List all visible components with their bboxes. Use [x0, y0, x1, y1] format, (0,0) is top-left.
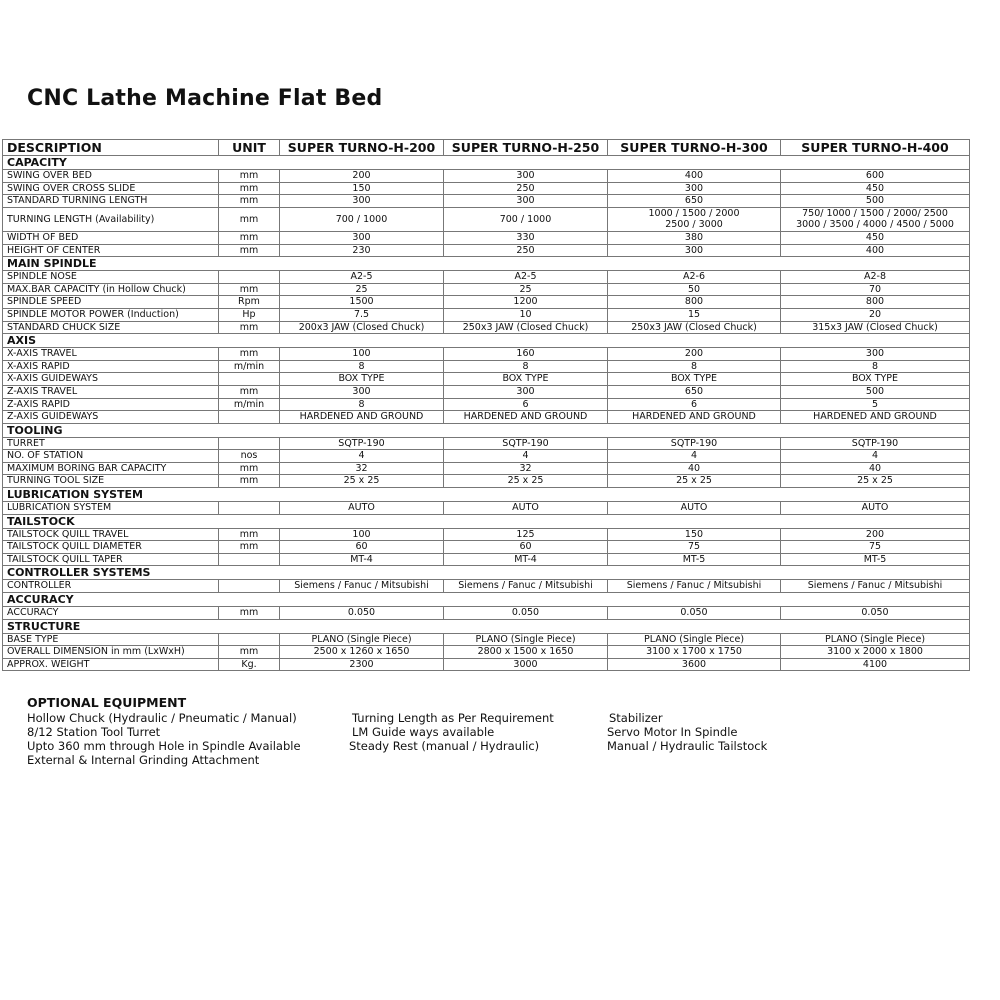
row-value: 0.050	[781, 607, 970, 620]
row-value: 6	[608, 398, 781, 411]
section-row	[3, 619, 970, 633]
row-description: ACCURACY	[3, 607, 219, 620]
optional-equipment-title: OPTIONAL EQUIPMENT	[27, 695, 187, 710]
row-value: 32	[280, 462, 444, 475]
table-row	[3, 450, 970, 463]
row-value: 3100 x 2000 x 1800	[781, 646, 970, 659]
table-row	[3, 182, 970, 195]
header-model-h300: SUPER TURNO-H-300	[608, 140, 781, 156]
row-description: LUBRICATION SYSTEM	[3, 502, 219, 515]
row-value: 450	[781, 231, 970, 244]
row-value: 60	[280, 541, 444, 554]
row-description: TAILSTOCK QUILL TRAVEL	[3, 528, 219, 541]
row-value: 200	[280, 170, 444, 183]
row-value: 160	[444, 348, 608, 361]
table-row	[3, 271, 970, 284]
table-row	[3, 296, 970, 309]
row-value: 400	[781, 244, 970, 257]
row-unit	[219, 502, 280, 515]
row-unit: Kg.	[219, 658, 280, 671]
row-value: 25	[280, 283, 444, 296]
row-description: BASE TYPE	[3, 633, 219, 646]
row-unit	[219, 411, 280, 424]
row-value: 1000 / 1500 / 2000 2500 / 3000	[608, 207, 781, 231]
optional-item: Steady Rest (manual / Hydraulic)	[349, 739, 540, 753]
row-description: WIDTH OF BED	[3, 231, 219, 244]
row-value: 3600	[608, 658, 781, 671]
row-value: 330	[444, 231, 608, 244]
table-row	[3, 607, 970, 620]
row-unit	[219, 553, 280, 566]
row-value: HARDENED AND GROUND	[781, 411, 970, 424]
row-value: 7.5	[280, 308, 444, 321]
section-heading: MAIN SPINDLE	[3, 257, 970, 271]
section-heading: AXIS	[3, 334, 970, 348]
section-heading: TAILSTOCK	[3, 514, 970, 528]
row-value: 800	[608, 296, 781, 309]
row-description: TAILSTOCK QUILL DIAMETER	[3, 541, 219, 554]
row-description: SWING OVER CROSS SLIDE	[3, 182, 219, 195]
row-unit: m/min	[219, 398, 280, 411]
row-unit	[219, 580, 280, 593]
row-value: PLANO (Single Piece)	[608, 633, 781, 646]
row-value: 100	[280, 528, 444, 541]
row-value: 300	[444, 170, 608, 183]
row-value: 4100	[781, 658, 970, 671]
row-value: HARDENED AND GROUND	[608, 411, 781, 424]
row-description: SPINDLE NOSE	[3, 271, 219, 284]
row-value: 400	[608, 170, 781, 183]
row-description: X-AXIS RAPID	[3, 360, 219, 373]
header-model-h400: SUPER TURNO-H-400	[781, 140, 970, 156]
row-value: 250	[444, 182, 608, 195]
row-description: HEIGHT OF CENTER	[3, 244, 219, 257]
optional-item: 8/12 Station Tool Turret	[27, 725, 161, 739]
section-row	[3, 334, 970, 348]
row-value: 250x3 JAW (Closed Chuck)	[444, 321, 608, 334]
row-unit: mm	[219, 182, 280, 195]
row-value: 315x3 JAW (Closed Chuck)	[781, 321, 970, 334]
section-row	[3, 593, 970, 607]
row-value: 150	[608, 528, 781, 541]
row-value: PLANO (Single Piece)	[280, 633, 444, 646]
row-value: 25 x 25	[608, 475, 781, 488]
optional-item: Hollow Chuck (Hydraulic / Pneumatic / Manual)	[27, 711, 297, 725]
row-unit: mm	[219, 207, 280, 231]
optional-item: Manual / Hydraulic Tailstock	[607, 739, 768, 753]
row-value: AUTO	[781, 502, 970, 515]
optional-item: Turning Length as Per Requirement	[352, 711, 554, 725]
table-row	[3, 348, 970, 361]
row-value: SQTP-190	[444, 437, 608, 450]
row-value: 0.050	[608, 607, 781, 620]
row-value: AUTO	[280, 502, 444, 515]
row-value: 450	[781, 182, 970, 195]
row-value: Siemens / Fanuc / Mitsubishi	[444, 580, 608, 593]
row-value: BOX TYPE	[781, 373, 970, 386]
table-row	[3, 541, 970, 554]
row-value: AUTO	[444, 502, 608, 515]
header-unit: UNIT	[219, 140, 280, 156]
table-row	[3, 170, 970, 183]
row-value: 300	[280, 195, 444, 208]
row-description: MAXIMUM BORING BAR CAPACITY	[3, 462, 219, 475]
row-value: 60	[444, 541, 608, 554]
header-model-h200: SUPER TURNO-H-200	[280, 140, 444, 156]
table-row	[3, 437, 970, 450]
row-unit: mm	[219, 321, 280, 334]
header-row	[3, 140, 970, 156]
row-value: BOX TYPE	[444, 373, 608, 386]
row-value: 380	[608, 231, 781, 244]
row-value: 700 / 1000	[444, 207, 608, 231]
row-unit	[219, 271, 280, 284]
row-value: 2500 x 1260 x 1650	[280, 646, 444, 659]
row-value: 2300	[280, 658, 444, 671]
row-unit: mm	[219, 475, 280, 488]
row-unit: m/min	[219, 360, 280, 373]
row-value: 3000	[444, 658, 608, 671]
row-unit: mm	[219, 231, 280, 244]
row-value: 8	[781, 360, 970, 373]
row-value: BOX TYPE	[280, 373, 444, 386]
row-value: 300	[280, 385, 444, 398]
row-value: MT-4	[280, 553, 444, 566]
row-value: 700 / 1000	[280, 207, 444, 231]
row-value: Siemens / Fanuc / Mitsubishi	[608, 580, 781, 593]
row-value: 20	[781, 308, 970, 321]
row-description: X-AXIS GUIDEWAYS	[3, 373, 219, 386]
spec-table-header	[3, 140, 970, 156]
row-description: OVERALL DIMENSION in mm (LxWxH)	[3, 646, 219, 659]
row-value: A2-5	[444, 271, 608, 284]
table-row	[3, 195, 970, 208]
row-unit: mm	[219, 385, 280, 398]
table-row	[3, 553, 970, 566]
row-value: Siemens / Fanuc / Mitsubishi	[280, 580, 444, 593]
optional-item: LM Guide ways available	[352, 725, 495, 739]
header-model-h250: SUPER TURNO-H-250	[444, 140, 608, 156]
optional-equipment-list	[27, 711, 807, 771]
row-value: 70	[781, 283, 970, 296]
row-value: 750/ 1000 / 1500 / 2000/ 2500 3000 / 3500 / 4000 / 4500 / 5000	[781, 207, 970, 231]
row-value: 800	[781, 296, 970, 309]
row-unit: mm	[219, 170, 280, 183]
row-value: MT-5	[608, 553, 781, 566]
optional-equipment	[27, 695, 807, 771]
row-value: PLANO (Single Piece)	[444, 633, 608, 646]
row-description: TURRET	[3, 437, 219, 450]
row-value: 40	[781, 462, 970, 475]
row-value: 8	[608, 360, 781, 373]
row-value: 150	[280, 182, 444, 195]
row-value: 8	[280, 360, 444, 373]
table-row	[3, 231, 970, 244]
row-value: SQTP-190	[781, 437, 970, 450]
row-value: 300	[280, 231, 444, 244]
table-row	[3, 502, 970, 515]
row-value: 4	[608, 450, 781, 463]
table-row	[3, 462, 970, 475]
row-value: 500	[781, 385, 970, 398]
table-row	[3, 283, 970, 296]
row-value: 250x3 JAW (Closed Chuck)	[608, 321, 781, 334]
row-value: 3100 x 1700 x 1750	[608, 646, 781, 659]
section-row	[3, 514, 970, 528]
section-row	[3, 566, 970, 580]
row-value: MT-5	[781, 553, 970, 566]
row-value: 500	[781, 195, 970, 208]
row-unit: mm	[219, 244, 280, 257]
section-heading: CAPACITY	[3, 156, 970, 170]
row-unit: nos	[219, 450, 280, 463]
spec-table	[2, 139, 970, 671]
table-row	[3, 475, 970, 488]
table-row	[3, 360, 970, 373]
row-unit: Rpm	[219, 296, 280, 309]
row-description: STANDARD TURNING LENGTH	[3, 195, 219, 208]
row-unit	[219, 633, 280, 646]
row-value: 50	[608, 283, 781, 296]
row-value: SQTP-190	[608, 437, 781, 450]
section-heading: LUBRICATION SYSTEM	[3, 488, 970, 502]
row-description: SWING OVER BED	[3, 170, 219, 183]
row-value: 650	[608, 195, 781, 208]
row-value: 25 x 25	[280, 475, 444, 488]
row-value: 200	[781, 528, 970, 541]
row-value: 8	[280, 398, 444, 411]
row-description: TAILSTOCK QUILL TAPER	[3, 553, 219, 566]
optional-item: Servo Motor In Spindle	[607, 725, 738, 739]
row-value: 5	[781, 398, 970, 411]
row-value: 0.050	[280, 607, 444, 620]
row-description: SPINDLE MOTOR POWER (Induction)	[3, 308, 219, 321]
row-value: 200x3 JAW (Closed Chuck)	[280, 321, 444, 334]
row-value: HARDENED AND GROUND	[280, 411, 444, 424]
table-row	[3, 207, 970, 231]
table-row	[3, 528, 970, 541]
optional-item: External & Internal Grinding Attachment	[27, 753, 260, 767]
row-unit: mm	[219, 348, 280, 361]
row-value: HARDENED AND GROUND	[444, 411, 608, 424]
row-value: Siemens / Fanuc / Mitsubishi	[781, 580, 970, 593]
table-row	[3, 398, 970, 411]
row-value: 25 x 25	[444, 475, 608, 488]
table-row	[3, 646, 970, 659]
section-row	[3, 257, 970, 271]
row-description: APPROX. WEIGHT	[3, 658, 219, 671]
row-unit: mm	[219, 607, 280, 620]
row-value: 75	[781, 541, 970, 554]
table-row	[3, 633, 970, 646]
row-value: 300	[444, 195, 608, 208]
row-value: 300	[608, 182, 781, 195]
row-value: 4	[781, 450, 970, 463]
row-value: 4	[280, 450, 444, 463]
row-description: MAX.BAR CAPACITY (in Hollow Chuck)	[3, 283, 219, 296]
row-value: 1500	[280, 296, 444, 309]
row-value: 10	[444, 308, 608, 321]
row-value: 0.050	[444, 607, 608, 620]
row-value: 25	[444, 283, 608, 296]
row-value: MT-4	[444, 553, 608, 566]
row-unit: mm	[219, 195, 280, 208]
row-description: STANDARD CHUCK SIZE	[3, 321, 219, 334]
row-unit: mm	[219, 528, 280, 541]
row-value: 1200	[444, 296, 608, 309]
row-value: 125	[444, 528, 608, 541]
section-heading: ACCURACY	[3, 593, 970, 607]
row-description: SPINDLE SPEED	[3, 296, 219, 309]
row-unit: mm	[219, 646, 280, 659]
row-value: A2-5	[280, 271, 444, 284]
row-description: TURNING LENGTH (Availability)	[3, 207, 219, 231]
row-description: TURNING TOOL SIZE	[3, 475, 219, 488]
row-value: 4	[444, 450, 608, 463]
table-row	[3, 385, 970, 398]
row-value: 2800 x 1500 x 1650	[444, 646, 608, 659]
row-description: Z-AXIS GUIDEWAYS	[3, 411, 219, 424]
row-value: 40	[608, 462, 781, 475]
row-value: 600	[781, 170, 970, 183]
row-value: 32	[444, 462, 608, 475]
optional-item: Stabilizer	[609, 711, 663, 725]
row-value: A2-8	[781, 271, 970, 284]
row-description: Z-AXIS RAPID	[3, 398, 219, 411]
row-value: 300	[781, 348, 970, 361]
row-value: BOX TYPE	[608, 373, 781, 386]
row-unit: mm	[219, 541, 280, 554]
table-row	[3, 373, 970, 386]
row-description: Z-AXIS TRAVEL	[3, 385, 219, 398]
row-value: 300	[444, 385, 608, 398]
table-row	[3, 411, 970, 424]
table-row	[3, 308, 970, 321]
row-value: 650	[608, 385, 781, 398]
row-value: 230	[280, 244, 444, 257]
row-value: SQTP-190	[280, 437, 444, 450]
table-row	[3, 321, 970, 334]
row-value: 15	[608, 308, 781, 321]
row-value: 100	[280, 348, 444, 361]
row-value: 200	[608, 348, 781, 361]
section-heading: STRUCTURE	[3, 619, 970, 633]
row-value: 75	[608, 541, 781, 554]
row-unit	[219, 437, 280, 450]
row-description: X-AXIS TRAVEL	[3, 348, 219, 361]
row-description: CONTROLLER	[3, 580, 219, 593]
row-value: A2-6	[608, 271, 781, 284]
page-title: CNC Lathe Machine Flat Bed	[27, 86, 383, 111]
row-unit: mm	[219, 283, 280, 296]
row-unit: Hp	[219, 308, 280, 321]
row-value: 8	[444, 360, 608, 373]
section-heading: TOOLING	[3, 423, 970, 437]
row-value: AUTO	[608, 502, 781, 515]
table-row	[3, 580, 970, 593]
section-heading: CONTROLLER SYSTEMS	[3, 566, 970, 580]
header-description: DESCRIPTION	[3, 140, 219, 156]
row-unit: mm	[219, 462, 280, 475]
section-row	[3, 488, 970, 502]
row-value: 300	[608, 244, 781, 257]
optional-item: Upto 360 mm through Hole in Spindle Available	[27, 739, 301, 753]
spec-table-body	[3, 156, 970, 671]
table-row	[3, 244, 970, 257]
table-row	[3, 658, 970, 671]
row-value: 25 x 25	[781, 475, 970, 488]
row-value: 6	[444, 398, 608, 411]
section-row	[3, 156, 970, 170]
row-description: NO. OF STATION	[3, 450, 219, 463]
row-unit	[219, 373, 280, 386]
section-row	[3, 423, 970, 437]
row-value: PLANO (Single Piece)	[781, 633, 970, 646]
row-value: 250	[444, 244, 608, 257]
